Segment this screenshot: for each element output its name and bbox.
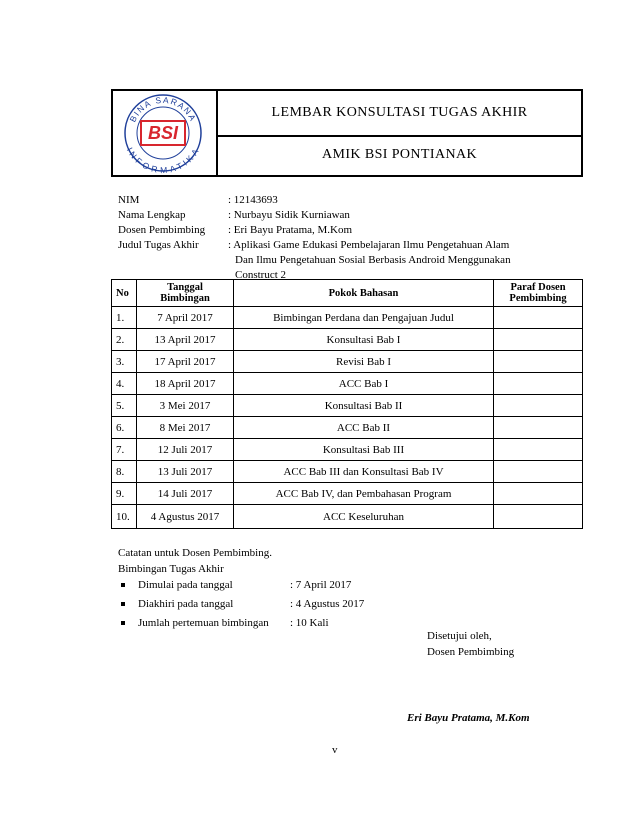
col-date-line2: Bimbingan bbox=[160, 293, 210, 304]
col-paraf-line1: Paraf Dosen bbox=[510, 282, 566, 293]
row-date: 12 Juli 2017 bbox=[137, 439, 234, 461]
row-date: 4 Agustus 2017 bbox=[137, 505, 234, 529]
row-topic: Konsultasi Bab III bbox=[234, 439, 494, 461]
row-no: 2. bbox=[112, 329, 137, 351]
col-date bbox=[137, 280, 234, 307]
row-date: 14 Juli 2017 bbox=[137, 483, 234, 505]
info-value: : Nurbayu Sidik Kurniawan bbox=[228, 209, 350, 221]
row-no: 6. bbox=[112, 417, 137, 439]
info-value: : Eri Bayu Pratama, M.Kom bbox=[228, 224, 353, 236]
supervisor-notes bbox=[118, 545, 365, 634]
info-label: NIM bbox=[118, 194, 140, 206]
logo-mark-text: BSI bbox=[147, 123, 179, 143]
row-paraf bbox=[494, 505, 583, 529]
notes-subheading: Bimbingan Tugas Akhir bbox=[118, 563, 224, 575]
notes-item-value: : 10 Kali bbox=[290, 617, 329, 629]
col-topic: Pokok Bahasan bbox=[234, 280, 494, 307]
notes-item-label: Jumlah pertemuan bimbingan bbox=[138, 617, 269, 629]
info-value: : Aplikasi Game Edukasi Pembelajaran Ilmu Pengetahuan Alam bbox=[228, 239, 510, 251]
table-row bbox=[112, 373, 583, 395]
document-title: LEMBAR KONSULTASI TUGAS AKHIR bbox=[218, 91, 581, 137]
row-date: 18 April 2017 bbox=[137, 373, 234, 395]
table-row bbox=[112, 395, 583, 417]
row-no: 8. bbox=[112, 461, 137, 483]
logo-top-text: BINA SARANA bbox=[127, 94, 199, 124]
col-no: No bbox=[112, 280, 137, 307]
table-row bbox=[112, 439, 583, 461]
row-topic: Konsultasi Bab II bbox=[234, 395, 494, 417]
table-header-row bbox=[112, 280, 583, 307]
institution-name: AMIK BSI PONTIANAK bbox=[322, 147, 477, 162]
row-date: 17 April 2017 bbox=[137, 351, 234, 373]
row-paraf bbox=[494, 373, 583, 395]
approval-line1: Disetujui oleh, bbox=[427, 630, 492, 642]
notes-item-label: Diakhiri pada tanggal bbox=[138, 598, 234, 610]
notes-item-value: : 7 April 2017 bbox=[290, 579, 352, 591]
row-date: 7 April 2017 bbox=[137, 307, 234, 329]
row-paraf bbox=[494, 329, 583, 351]
table-row bbox=[112, 461, 583, 483]
notes-item bbox=[118, 615, 329, 634]
row-paraf bbox=[494, 483, 583, 505]
row-date: 8 Mei 2017 bbox=[137, 417, 234, 439]
notes-heading: Catatan untuk Dosen Pembimbing. bbox=[118, 547, 272, 559]
row-no: 5. bbox=[112, 395, 137, 417]
row-topic: Konsultasi Bab I bbox=[234, 329, 494, 351]
row-topic: Bimbingan Perdana dan Pengajuan Judul bbox=[234, 307, 494, 329]
row-topic: Revisi Bab I bbox=[234, 351, 494, 373]
bullet-icon bbox=[121, 583, 125, 587]
row-date: 13 April 2017 bbox=[137, 329, 234, 351]
logo-bottom-text: INFORMATIKA bbox=[124, 145, 202, 175]
bullet-icon bbox=[121, 602, 125, 606]
row-paraf bbox=[494, 439, 583, 461]
table-row bbox=[112, 505, 583, 529]
title-continuation: Dan Ilmu Pengetahuan Sosial Berbasis Android Menggunakan bbox=[235, 254, 511, 266]
table-row bbox=[112, 351, 583, 373]
row-topic: ACC Bab IV, dan Pembahasan Program bbox=[234, 483, 494, 505]
row-topic: ACC Keseluruhan bbox=[234, 505, 494, 529]
col-paraf bbox=[494, 280, 583, 307]
row-date: 13 Juli 2017 bbox=[137, 461, 234, 483]
table-row bbox=[112, 417, 583, 439]
row-paraf bbox=[494, 351, 583, 373]
row-no: 9. bbox=[112, 483, 137, 505]
bsi-logo-icon bbox=[113, 91, 214, 175]
row-paraf bbox=[494, 395, 583, 417]
table-row bbox=[112, 307, 583, 329]
logo-cell bbox=[113, 91, 218, 175]
row-no: 10. bbox=[112, 505, 137, 529]
svg-text:BINA SARANA bbox=[127, 95, 198, 124]
row-date: 3 Mei 2017 bbox=[137, 395, 234, 417]
table-row bbox=[112, 329, 583, 351]
signer-name: Eri Bayu Pratama, M.Kom bbox=[407, 712, 530, 724]
title-continuation: Construct 2 bbox=[235, 269, 287, 281]
page-number: v bbox=[332, 744, 338, 756]
col-date-line1: Tanggal bbox=[167, 282, 203, 293]
header-box bbox=[111, 89, 583, 177]
row-no: 7. bbox=[112, 439, 137, 461]
row-no: 4. bbox=[112, 373, 137, 395]
row-no: 1. bbox=[112, 307, 137, 329]
col-paraf-line2: Pembimbing bbox=[509, 293, 567, 304]
svg-text:INFORMATIKA bbox=[125, 146, 201, 175]
info-label: Judul Tugas Akhir bbox=[118, 239, 199, 251]
info-value: : 12143693 bbox=[228, 194, 278, 206]
row-paraf bbox=[494, 417, 583, 439]
bullet-icon bbox=[121, 621, 125, 625]
info-label: Nama Lengkap bbox=[118, 209, 186, 221]
notes-item-value: : 4 Agustus 2017 bbox=[290, 598, 365, 610]
approval-line2: Dosen Pembimbing bbox=[427, 646, 515, 658]
notes-item bbox=[118, 577, 352, 596]
approval-block bbox=[427, 628, 514, 660]
row-paraf bbox=[494, 461, 583, 483]
info-label: Dosen Pembimbing bbox=[118, 224, 206, 236]
row-topic: ACC Bab I bbox=[234, 373, 494, 395]
row-no: 3. bbox=[112, 351, 137, 373]
table-row bbox=[112, 483, 583, 505]
row-topic: ACC Bab III dan Konsultasi Bab IV bbox=[234, 461, 494, 483]
row-paraf bbox=[494, 307, 583, 329]
notes-item bbox=[118, 596, 365, 615]
row-topic: ACC Bab II bbox=[234, 417, 494, 439]
notes-item-label: Dimulai pada tanggal bbox=[138, 579, 233, 591]
consultation-table bbox=[111, 279, 583, 529]
